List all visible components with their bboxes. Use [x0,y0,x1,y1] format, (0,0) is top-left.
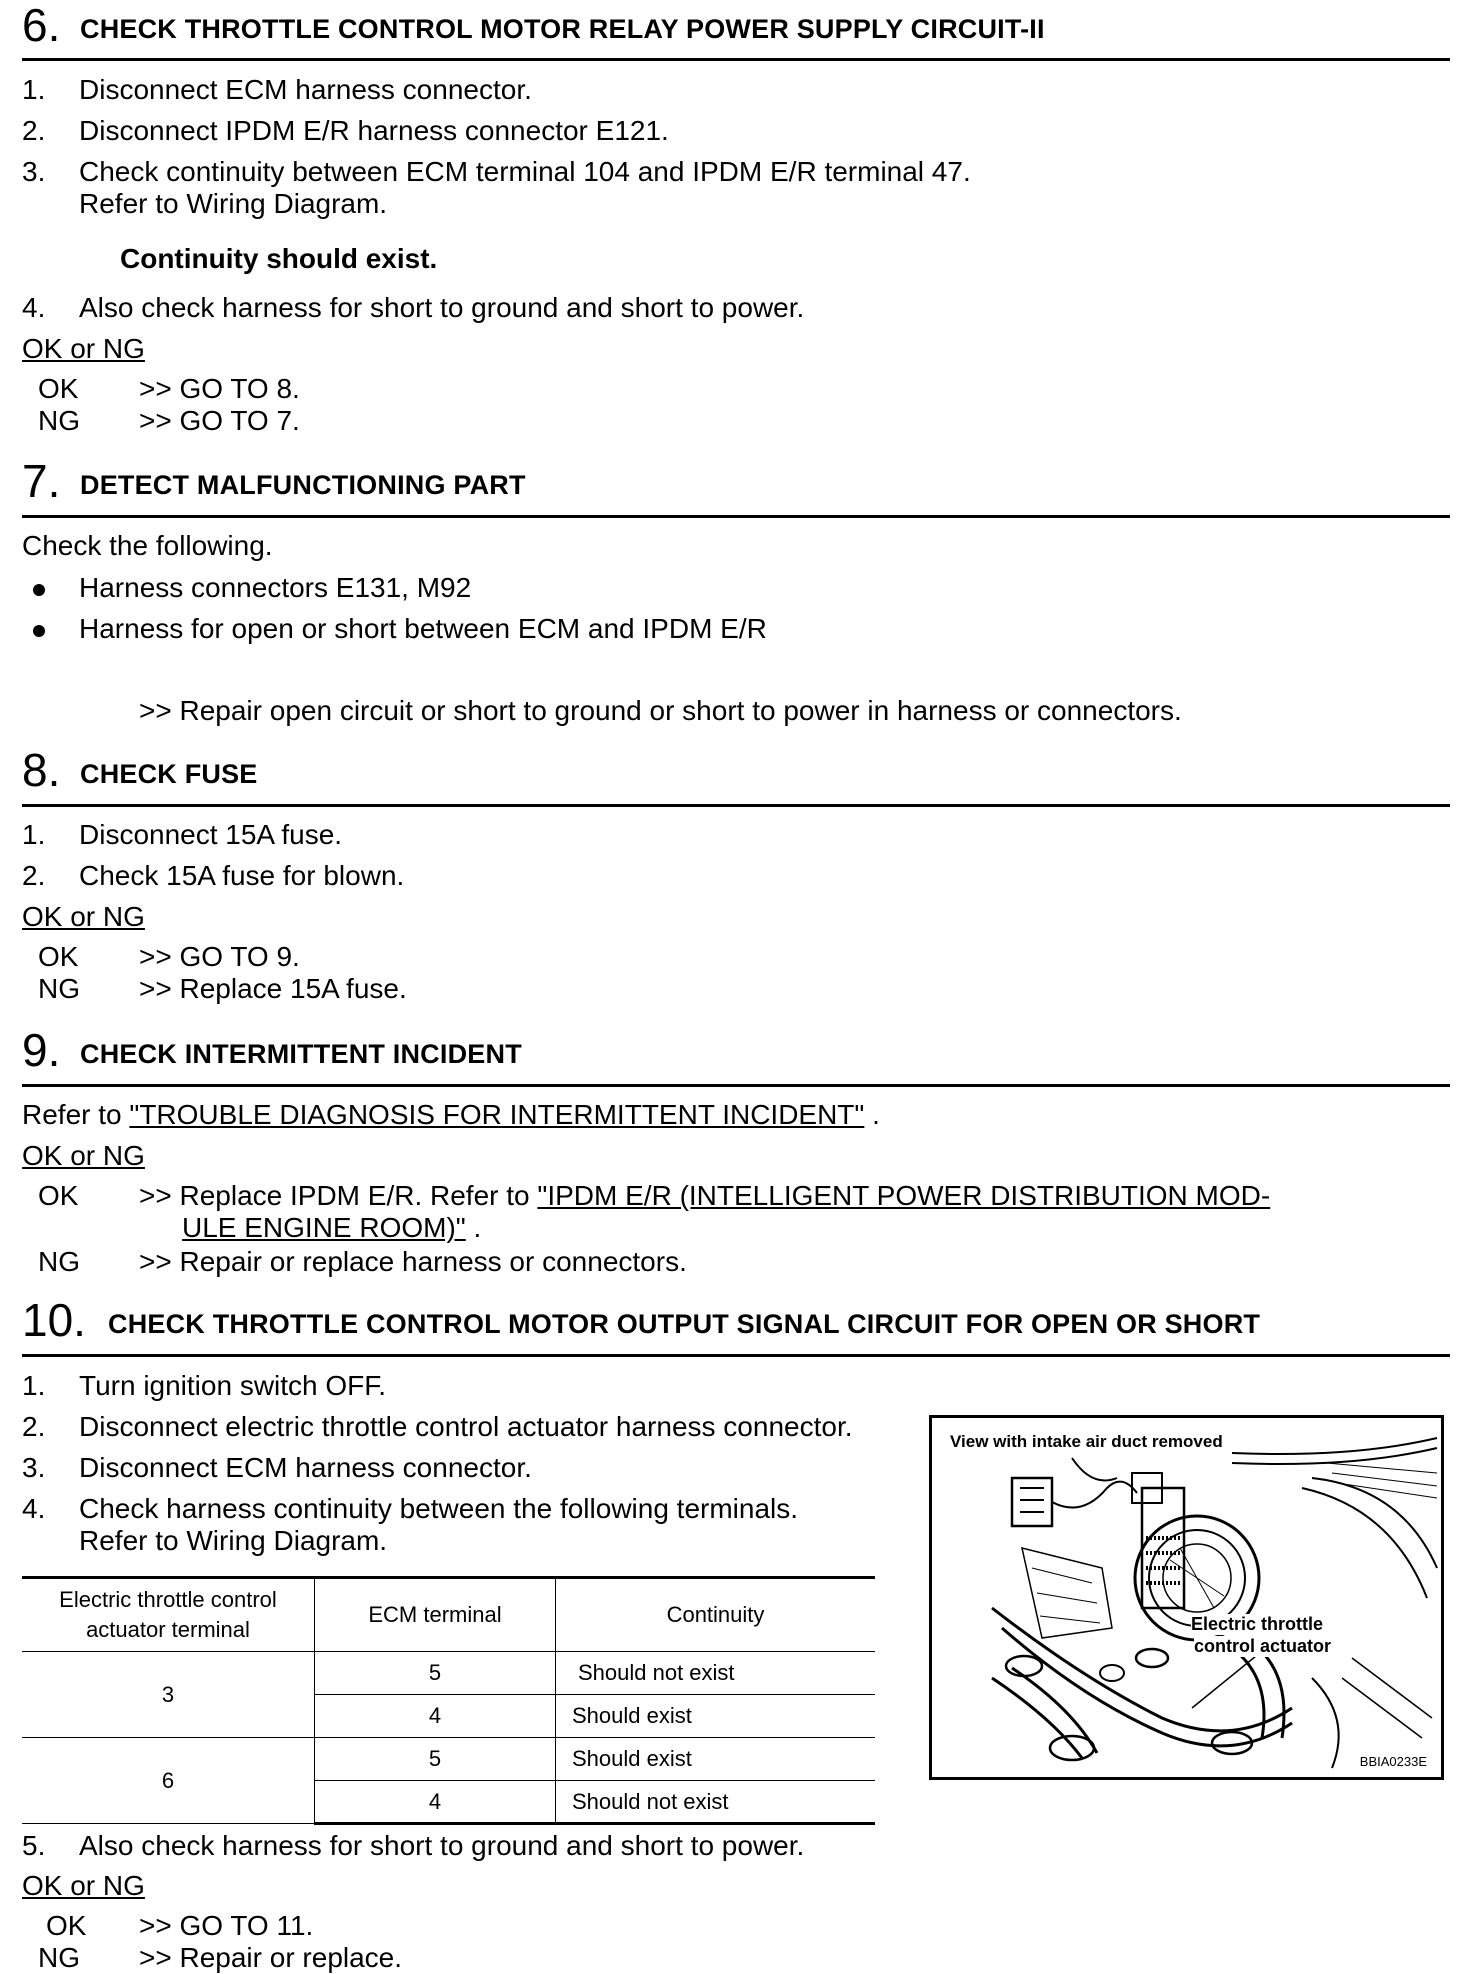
section-9-rule [22,1084,1450,1087]
s8-ok-label: OK [38,941,79,972]
continuity-cell: Should exist [556,1738,876,1781]
continuity-cell: Should not exist [556,1781,876,1824]
continuity-table [22,1576,875,1825]
section-6-title: CHECK THROTTLE CONTROL MOTOR RELAY POWER SUPPLY CIRCUIT-II [80,14,1045,44]
section-8-number: 8. [22,744,61,796]
s6-ok-result: >> GO TO 8. [139,373,300,404]
s9-refer-line [22,1099,880,1131]
s10-step4-num: 4. [22,1493,46,1524]
s7-intro: Check the following. [22,530,273,561]
section-7-number: 7. [22,455,61,507]
s10-ok-result: >> GO TO 11. [139,1910,314,1941]
header-ecm-terminal: ECM terminal [315,1578,556,1652]
s10-step5-text: Also check harness for short to ground and short to power. [79,1830,805,1861]
s10-step4-line2: Refer to Wiring Diagram. [79,1525,388,1556]
s10-step2-text: Disconnect electric throttle control actuator harness connector. [79,1411,853,1442]
s6-step4-num: 4. [22,292,46,323]
s9-ok-or-ng: OK or NG [22,1140,145,1171]
s8-ok-or-ng: OK or NG [22,901,145,932]
s10-step5-num: 5. [22,1830,46,1861]
s10-step2-num: 2. [22,1411,46,1442]
s9-ok-result-line2 [182,1212,481,1244]
figure-label-line2: control actuator [1194,1636,1332,1656]
section-10-rule [22,1354,1450,1357]
s6-step1-num: 1. [22,74,46,105]
section-6-number: 6. [22,0,61,51]
table-header-row [22,1578,875,1652]
s9-refer-suffix: . [864,1099,880,1130]
s6-ng-result: >> GO TO 7. [139,405,300,436]
ecm-terminal-cell: 5 [315,1738,556,1781]
s9-ipdm-link-2[interactable]: ULE ENGINE ROOM)" [182,1212,466,1243]
s10-step3-text: Disconnect ECM harness connector. [79,1452,532,1483]
section-7-rule [22,515,1450,518]
figure-label-line1: Electric throttle [1191,1614,1324,1634]
s10-step3-num: 3. [22,1452,46,1483]
s6-step2-text: Disconnect IPDM E/R harness connector E121. [79,115,669,146]
s6-step2-num: 2. [22,115,46,146]
s9-ok-text: >> Replace IPDM E/R. Refer to [139,1180,538,1211]
section-8-rule [22,804,1450,807]
bullet-icon [33,625,45,637]
s8-step2-num: 2. [22,860,46,891]
section-9-number: 9. [22,1024,61,1076]
continuity-cell: Should exist [556,1695,876,1738]
continuity-cell: Should not exist [556,1652,876,1695]
section-8-title: CHECK FUSE [80,759,258,789]
s7-bullet2: Harness for open or short between ECM and IPDM E/R [79,613,767,644]
s9-refer-prefix: Refer to [22,1099,130,1130]
s6-step3-line2: Refer to Wiring Diagram. [79,188,388,219]
s10-step1-num: 1. [22,1370,46,1401]
ecm-terminal-cell: 4 [315,1781,556,1824]
s9-ok-result [139,1180,1270,1212]
s6-step1-text: Disconnect ECM harness connector. [79,74,532,105]
s9-ng-label: NG [38,1246,80,1277]
header-actuator-terminal [22,1578,315,1652]
header-actuator-line1: Electric throttle control [59,1587,277,1612]
figure-code: BBIA0233E [1359,1754,1427,1769]
table-row [22,1652,875,1695]
s10-ng-result: >> Repair or replace. [139,1942,403,1973]
header-actuator-line2: actuator terminal [86,1617,250,1642]
section-7-title: DETECT MALFUNCTIONING PART [80,470,526,500]
s8-step1-text: Disconnect 15A fuse. [79,819,343,850]
ecm-terminal-cell: 4 [315,1695,556,1738]
s7-result: >> Repair open circuit or short to ground or short to power in harness or connectors. [139,695,1182,726]
s7-bullet1: Harness connectors E131, M92 [79,572,472,603]
s9-ng-result: >> Repair or replace harness or connectors. [139,1246,687,1277]
section-10-title: CHECK THROTTLE CONTROL MOTOR OUTPUT SIGNAL CIRCUIT FOR OPEN OR SHORT [108,1309,1261,1339]
s6-ng-label: NG [38,405,80,436]
figure-caption: View with intake air duct removed [950,1432,1223,1451]
engine-bay-drawing [932,1418,1441,1777]
s8-ng-result: >> Replace 15A fuse. [139,973,407,1004]
bullet-icon [33,584,45,596]
ecm-terminal-cell: 5 [315,1652,556,1695]
s9-refer-link[interactable]: "TROUBLE DIAGNOSIS FOR INTERMITTENT INCIDENT" [129,1099,865,1130]
header-continuity: Continuity [556,1578,876,1652]
s10-ok-label: OK [46,1910,87,1941]
s6-step3-text: Check continuity between ECM terminal 104 and IPDM E/R terminal 47. [79,156,971,187]
s6-spec: Continuity should exist. [120,243,438,274]
s6-ok-or-ng: OK or NG [22,333,145,364]
actuator-terminal-cell: 6 [22,1738,315,1824]
s8-step1-num: 1. [22,819,46,850]
s6-step3-num: 3. [22,156,46,187]
s9-ipdm-link-1[interactable]: "IPDM E/R (INTELLIGENT POWER DISTRIBUTION MOD- [537,1180,1271,1211]
actuator-terminal-cell: 3 [22,1652,315,1738]
s8-ng-label: NG [38,973,80,1004]
section-9-title: CHECK INTERMITTENT INCIDENT [80,1039,522,1069]
throttle-actuator-figure [929,1415,1444,1780]
section-10-number: 10. [22,1294,86,1346]
s10-ng-label: NG [38,1942,80,1973]
s8-ok-result: >> GO TO 9. [139,941,300,972]
s9-ok-label: OK [38,1180,79,1211]
s6-ok-label: OK [38,373,79,404]
section-6-rule [22,58,1450,61]
s6-step4-text: Also check harness for short to ground and short to power. [79,292,805,323]
table-row [22,1738,875,1781]
s9-ok-suffix: . [465,1212,482,1243]
s8-step2-text: Check 15A fuse for blown. [79,860,405,891]
s10-step4-text: Check harness continuity between the following terminals. [79,1493,799,1524]
s10-ok-or-ng: OK or NG [22,1870,145,1901]
s10-step1-text: Turn ignition switch OFF. [79,1370,387,1401]
